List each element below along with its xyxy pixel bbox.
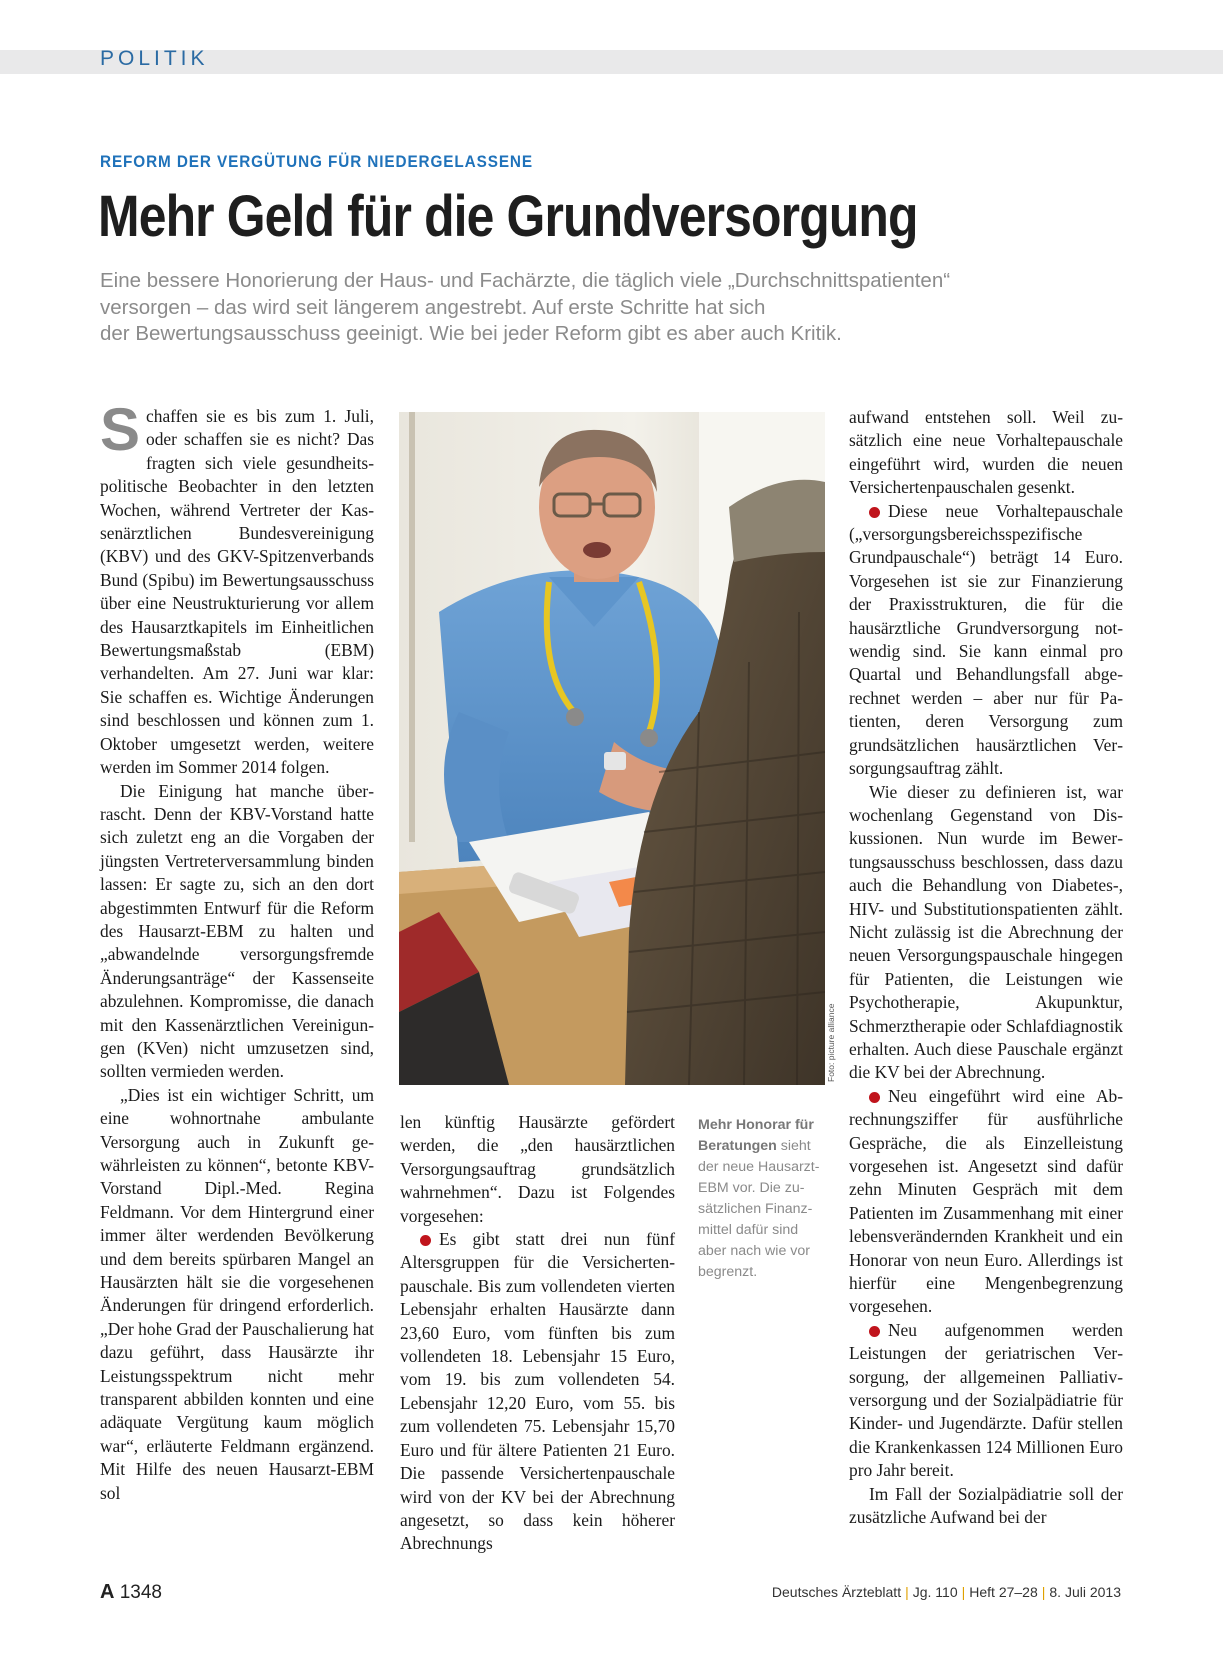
page-number: A 1348 xyxy=(100,1581,163,1603)
bullet-paragraph: Es gibt statt drei nun fünf Altersgruppen für die Versichertenpauschale. Bis zum vollendeten vierten Lebensjahr erhalten Hausärzte dann 23,60 Euro, vom fünften bis zum vollendeten 18. Lebensjahr 15 Euro, vom 19. bis zum vollendeten 54. Lebensjahr 12,20 Euro, vom 55. bis zum vollendeten 75. Lebensjahr 15,70 Euro und für ältere Patienten 21 Euro. Die passende Versichertenpauschale wird von der KV bei der Abrechnung angesetzt, so dass kein höherer Abrechnungs xyxy=(400,1229,675,1554)
journal-volume: Jg. 110 xyxy=(912,1584,958,1600)
article-lead xyxy=(100,268,980,348)
paragraph: Schaffen sie es bis zum 1. Juli, oder schaffen sie es nicht? Das fragten sich viele gesundheitspolitische Beobachter in den letzten Wochen, während Vertreter der Kassenärztlichen Bundesvereinigung (KBV) und des GKV-Spitzenverbands Bund (Spibu) im Bewertungsausschuss über eine Neustrukturierung vor allem des Hausarztkapitels im Einheitlichen Bewertungsmaßstab (EBM) verhandelten. Am 27. Juni war klar: Sie schaffen es. Wichtige Änderungen sind beschlossen und können zum 1. Oktober umgesetzt werden, weitere werden im Sommer 2014 folgen. xyxy=(100,396,374,778)
drop-cap: S xyxy=(100,396,141,463)
bullet-icon xyxy=(869,1092,880,1103)
paragraph: aufwand entstehen soll. Weil zusätzlich eine neue Vorhaltepauschale eingeführt wird, wurden die neuen Versichertenpauschalen gesenkt. xyxy=(849,407,1123,498)
journal-issue: Heft 27–28 xyxy=(969,1584,1038,1600)
bullet-paragraph: Neu eingeführt wird eine Abrechnungsziffer für ausführliche Gespräche, die als Einzelleistung vorgesehen ist. Angesetzt sind dafür zehn Minuten Gespräch mit dem Patienten im Zusammenhang mit einer lebensverändernden Krankheit und ein Honorar von neun Euro. Allerdings ist hierfür eine Mengenbegrenzung vorgesehen. xyxy=(849,1085,1123,1317)
lead-line: Eine bessere Honorierung der Haus- und Fachärzte, die täglich viele „Durchschnittspatienten“ xyxy=(100,269,951,292)
doctor-consultation-image xyxy=(399,412,825,1085)
photo-caption xyxy=(698,1115,822,1283)
article-column-1 xyxy=(100,396,374,1505)
paragraph: Wie dieser zu definieren ist, war wochenlang Gegenstand von Diskussionen. Nun wurde im Bewertungsausschuss beschlossen, dass dazu auch die Behandlung von Diabetes-, HIV- und Substitutionspatienten zählt. Nicht zulässig ist die Abrechnung der neuen Versorgungspauschale hingegen für Patienten, die Leistungen wie Psychotherapie, Akupunktur, Schmerztherapie oder Schlafdiagnostik erhalten. Auch diese Pauschale ergänzt die KV bei der Abrechnung. xyxy=(849,781,1123,1083)
article-column-2 xyxy=(400,1111,675,1556)
journal-footer: Deutsches Ärzteblatt | Jg. 110 | Heft 27–28 | 8. Juli 2013 xyxy=(771,1584,1121,1600)
lead-line: der Bewertungsausschuss geeinigt. Wie bei jeder Reform gibt es aber auch Kritik. xyxy=(100,322,842,345)
bullet-icon xyxy=(420,1235,431,1246)
journal-date: 8. Juli 2013 xyxy=(1049,1584,1121,1600)
journal-name: Deutsches Ärzteblatt xyxy=(771,1584,902,1600)
paragraph: Im Fall der Sozialpädiatrie soll der zusätzliche Aufwand bei der xyxy=(849,1483,1123,1528)
bullet-paragraph: Neu aufgenommen werden Leistungen der geriatrischen Versorgung, der allgemeinen Palliativversorgung und der Sozialpädiatrie für Kinder- und Jugendärzte. Dafür stellen die Krankenkassen 124 Millionen Euro pro Jahr bereit. xyxy=(849,1319,1123,1481)
caption-text: sieht der neue Hausarzt-EBM vor. Die zusätzlichen Finanzmittel dafür sind aber nach wie vor begrenzt. xyxy=(698,1138,820,1280)
section-label: POLITIK xyxy=(100,47,209,70)
bullet-icon xyxy=(869,1326,880,1337)
paragraph: len künftig Hausärzte gefördert werden, die „den hausärztlichen Versorgungsauftrag grundsätzlich wahrnehmen“. Dazu ist Folgendes vorgesehen: xyxy=(400,1112,675,1226)
bullet-paragraph: Diese neue Vorhaltepauschale („versorgungsbereichsspezifische Grundpauschale“) beträgt 14 Euro. Vorgesehen ist sie zur Finanzierung der Praxisstrukturen, die für die hausärztliche Grundversorgung notwendig sind. Sie kann einmal pro Quartal und Behandlungsfall abgerechnet werden – aber nur für Patienten, deren Versorgung zum grundsätzlichen hausärztlichen Versorgungsauftrag zählt. xyxy=(849,500,1123,779)
article-column-3 xyxy=(849,406,1123,1530)
article-kicker: REFORM DER VERGÜTUNG FÜR NIEDERGELASSENE xyxy=(100,152,533,171)
article-headline: Mehr Geld für die Grundversorgung xyxy=(98,184,918,249)
article-photo xyxy=(399,412,825,1085)
lead-line: versorgen – das wird seit längerem angestrebt. Auf erste Schritte hat sich xyxy=(100,295,766,319)
paragraph: „Dies ist ein wichtiger Schritt, um eine wohnortnahe ambulante Versorgung auch in Zukunft gewährleisten zu können“, betonte KBV-Vorstand Dipl.-Med. Regina Feldmann. Vor dem Hintergrund einer immer älter werdenden Bevölkerung und dem bereits spürbaren Mangel an Hausärzten hält sie die vorgesehenen Änderungen für dringend erforderlich. „Der hohe Grad der Pauschalierung hat dazu geführt, dass Hausärzte ihr Leistungsspektrum nicht mehr transparent abbilden konnten und eine adäquate Vergütung kaum möglich war“, erläuterte Feldmann ergänzend. Mit Hilfe des neuen Hausarzt-EBM sol xyxy=(100,1084,374,1503)
paragraph: Die Einigung hat manche überrascht. Denn der KBV-Vorstand hatte sich zuletzt eng an die Vorgaben der jüngsten Vertreterversammlung binden lassen: Er sagte zu, sich an den dort abgestimmten Entwurf für die Reform des Hausarzt-EBM zu halten und „abwandelnde versorgungsfremde Änderungsanträge“ der Kassenseite abzulehnen. Kompromisse, die danach mit den Kassenärztlichen Vereinigungen (KVen) nicht umzusetzen sind, sollten vermieden werden. xyxy=(100,780,374,1082)
bullet-icon xyxy=(869,507,880,518)
photo-credit: Foto: picture alliance xyxy=(826,1003,836,1082)
caption-bold: Mehr Honorar für Beratungen xyxy=(698,1117,814,1154)
